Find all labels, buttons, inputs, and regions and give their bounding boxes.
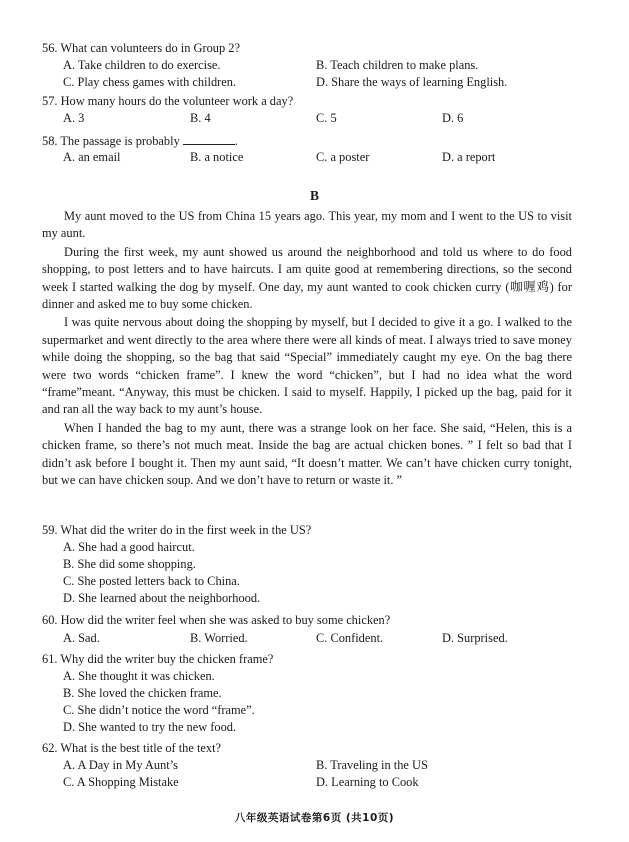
option-d: D. Share the ways of learning English. [316, 75, 508, 89]
option-b: B. Teach children to make plans. [316, 58, 479, 72]
stem-text: 58. The passage is probably [42, 134, 180, 148]
question-59 [42, 522, 602, 605]
option-c: C. A Shopping Mistake [63, 775, 179, 789]
option-d: D. She learned about the neighborhood. [63, 591, 261, 605]
option-c: C. She posted letters back to China. [63, 574, 240, 588]
question-stem: 59. What did the writer do in the first week in the US? [42, 523, 312, 537]
option-d: D. 6 [442, 111, 464, 125]
question-stem: 62. What is the best title of the text? [42, 741, 222, 755]
option-a: A. an email [63, 150, 121, 164]
option-d: D. She wanted to try the new food. [63, 720, 237, 734]
option-c: C. a poster [316, 150, 370, 164]
passage-paragraph: During the first week, my aunt showed us around the neighborhood and told us where to do food shopping, to post letters and to have haircuts. I am quite good at remembering directions, so the second week I started walking the dog by myself. One day, my aunt wanted to cook chicken curry (咖喱鸡) for dinner and asked me to buy some chicken. [42, 244, 572, 312]
option-a: A. A Day in My Aunt’s [63, 758, 178, 772]
option-b: B. Traveling in the US [316, 758, 428, 772]
answer-blank [183, 132, 235, 145]
option-a: A. Sad. [63, 631, 100, 645]
option-c: C. She didn’t notice the word “frame”. [63, 703, 255, 717]
option-d: D. Surprised. [442, 631, 508, 645]
option-a: A. Take children to do exercise. [63, 58, 221, 72]
option-a: A. 3 [63, 111, 85, 125]
passage-paragraph: I was quite nervous about doing the shopping by myself, but I decided to give it a go. I walked to the supermarket and went directly to the area where there were all kinds of meat. I always tried to save money while doing the shopping, so the bag that said “Special” immediately caught my eye. On the bag there were two words “chicken frame”. I knew the word “chicken”, but I had no idea what the word “frame”meant. “Anyway, this must be chicken. I said to myself. Happily, I picked up the bag, paid for it and ran all the way back to my aunt’s house. [42, 315, 572, 417]
question-56 [42, 40, 602, 89]
passage-paragraph: When I handed the bag to my aunt, there was a strange look on her face. She said, “Helen, this is a chicken frame, so there’s not much meat. Inside the bag are actual chicken bones. ” I felt so bad that I didn’t ask before I bought it. Then my aunt said, “It doesn’t matter. We can’t have chicken curry tonight, but we can have chicken soup. And we don’t have to return or waste it. ” [42, 420, 572, 488]
option-d: D. Learning to Cook [316, 775, 419, 789]
passage-paragraph: My aunt moved to the US from China 15 years ago. This year, my mom and I went to the US to visit my aunt. [42, 209, 572, 241]
option-c: C. 5 [316, 111, 337, 125]
option-c: C. Confident. [316, 631, 384, 645]
reading-passage [42, 208, 572, 491]
option-d: D. a report [442, 150, 496, 164]
option-b: B. a notice [190, 150, 244, 164]
page-footer: 八年级英语试卷第6页 (共10页) [234, 812, 395, 824]
question-58 [42, 132, 602, 164]
option-b: B. 4 [190, 111, 211, 125]
question-61 [42, 651, 602, 734]
question-stem: 61. Why did the writer buy the chicken frame? [42, 652, 274, 666]
question-stem: 56. What can volunteers do in Group 2? [42, 41, 240, 55]
option-b: B. Worried. [190, 631, 248, 645]
option-b: B. She did some shopping. [63, 557, 196, 571]
section-heading: B [309, 188, 319, 203]
question-stem: 60. How did the writer feel when she was asked to buy some chicken? [42, 613, 391, 627]
question-stem [42, 132, 602, 150]
question-62 [42, 740, 602, 789]
question-60 [42, 612, 602, 645]
option-b: B. She loved the chicken frame. [63, 686, 222, 700]
stem-end: . [234, 134, 238, 148]
option-c: C. Play chess games with children. [63, 75, 237, 89]
question-57 [42, 93, 602, 125]
option-a: A. She thought it was chicken. [63, 669, 215, 683]
option-a: A. She had a good haircut. [63, 540, 195, 554]
question-stem: 57. How many hours do the volunteer work a day? [42, 94, 294, 108]
